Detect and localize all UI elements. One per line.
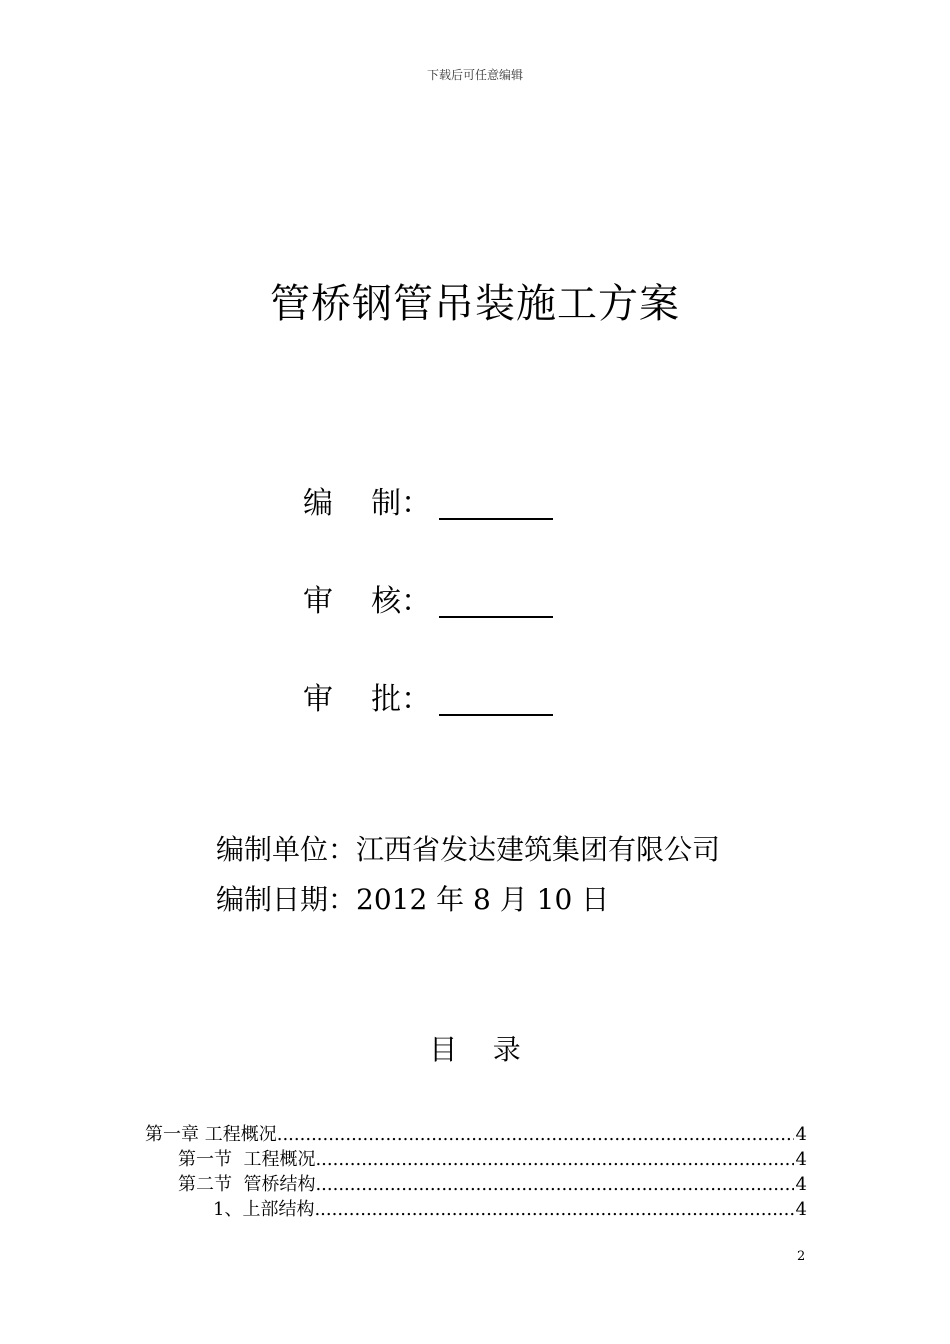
signature-label: 编 制： [303,486,432,521]
toc-entry-label: 第一章 工程概况 [145,1124,277,1145]
compiling-unit: 编制单位：江西省发达建筑集团有限公司 [216,833,721,866]
toc-entry-label: 1、上部结构 [213,1199,315,1220]
toc-entry-page: 4 [795,1174,807,1195]
header-note: 下载后可任意编辑 [426,68,523,82]
toc-entry-label: 第二节 管桥结构 [178,1174,316,1195]
toc-leader-dots [277,1122,794,1147]
toc-leader-dots [315,1172,793,1197]
table-of-contents [145,1122,807,1222]
toc-leader-dots [315,1147,793,1172]
signature-row-reviewed [303,576,553,620]
toc-entry-page: 4 [795,1124,807,1145]
toc-entry-page: 4 [795,1199,807,1220]
signature-row-compiled [303,478,553,522]
signature-row-approved [303,674,553,718]
toc-entry-page: 4 [795,1149,807,1170]
signature-line [439,686,553,716]
signature-line [439,588,553,618]
toc-entry[interactable] [145,1122,807,1147]
page-number: 2 [797,1249,806,1264]
toc-entry[interactable] [145,1147,807,1172]
signature-label: 审 核： [303,584,432,619]
toc-entry-label: 第一节 工程概况 [178,1149,316,1170]
toc-entry[interactable] [145,1172,807,1197]
toc-title: 目 录 [429,1033,521,1066]
compiling-date: 编制日期：2012 年 8 月 10 日 [216,883,610,916]
toc-entry[interactable] [145,1197,807,1222]
document-title: 管桥钢管吊装施工方案 [270,281,680,327]
signature-line [439,490,553,520]
toc-leader-dots [314,1197,793,1222]
signature-label: 审 批： [303,682,432,717]
